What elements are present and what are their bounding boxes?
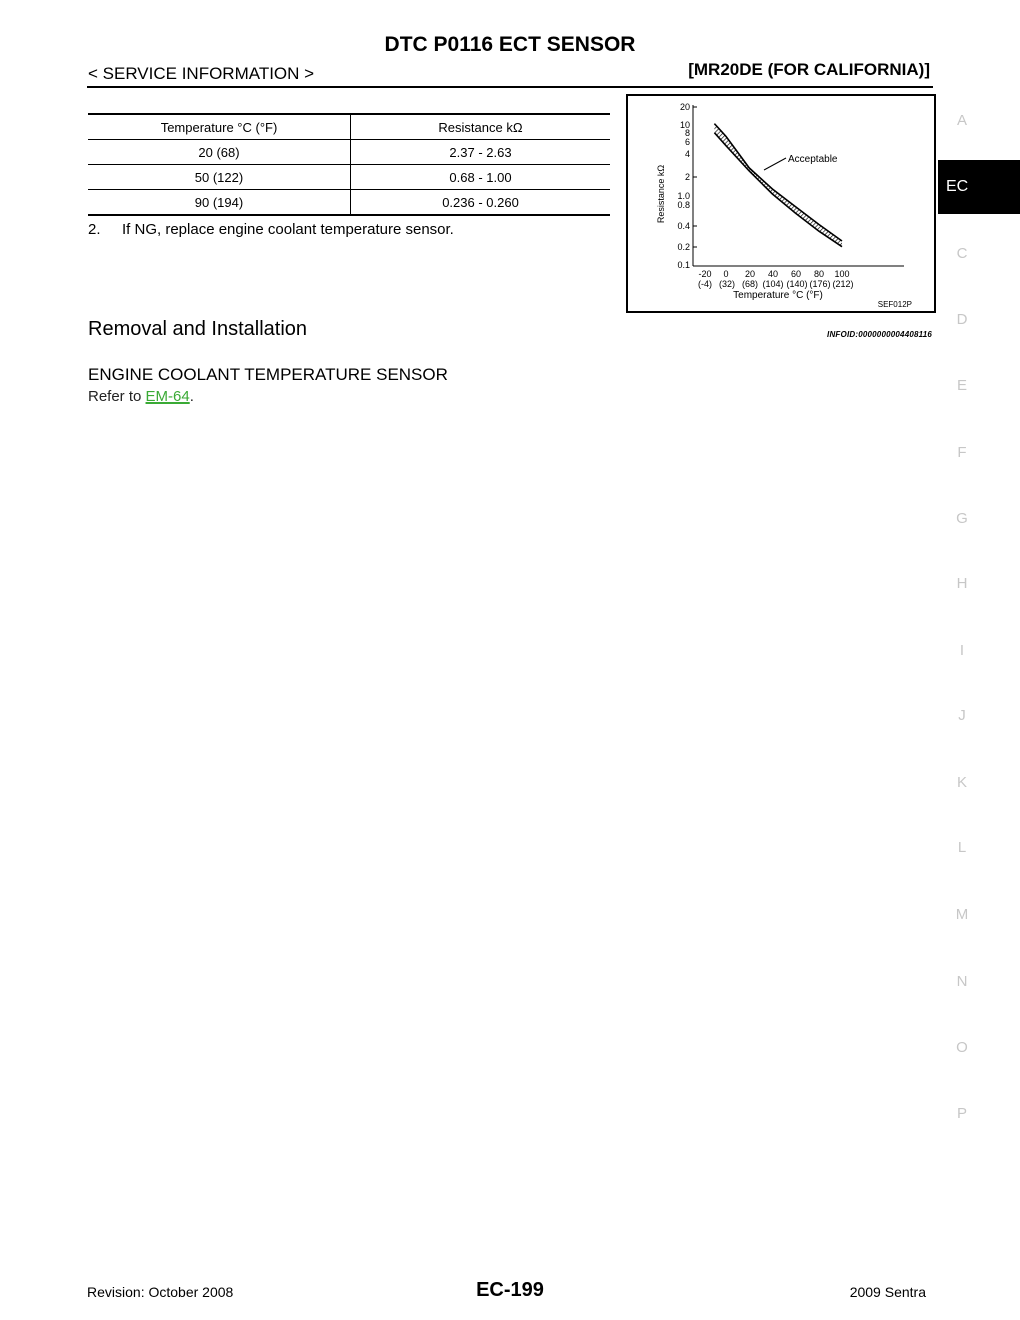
resistance-cell: 0.236 - 0.260 [442, 194, 519, 210]
page-title: DTC P0116 ECT SENSOR [384, 33, 636, 56]
x-tick-label: 0 [723, 269, 729, 279]
column-header-resistance: Resistance kΩ [351, 114, 611, 140]
reference-text: Refer to [88, 388, 146, 405]
x-axis-label: Temperature °C (°F) [733, 290, 823, 301]
subsection-heading: ENGINE COOLANT TEMPERATURE SENSOR [88, 365, 448, 384]
footer-page-number: EC-199 [476, 1279, 544, 1301]
y-tick-label: 2 [684, 172, 690, 182]
side-index-h[interactable]: H [956, 575, 968, 592]
temperature-cell: 20 (68) [88, 140, 351, 165]
y-tick-label: 8 [684, 128, 690, 138]
x-tick-label-f: (32) [718, 279, 736, 289]
x-tick-label: -20 [698, 269, 712, 279]
model-label: [MR20DE (FOR CALIFORNIA)] [688, 60, 930, 79]
side-index-ec-active[interactable] [938, 160, 1020, 214]
side-index-p[interactable]: P [956, 1105, 967, 1122]
table-row [88, 165, 610, 190]
temperature-cell: 50 (122) [88, 165, 351, 190]
em-64-link[interactable]: EM-64 [145, 388, 190, 405]
resistance-cell: 2.37 - 2.63 [351, 140, 611, 165]
footer-revision: Revision: October 2008 [87, 1284, 234, 1300]
acceptable-annotation: Acceptable [788, 154, 838, 165]
reference-line [88, 388, 194, 405]
y-tick-label: 4 [684, 149, 690, 159]
x-tick-label-f: (104) [762, 279, 784, 289]
side-index-l[interactable]: L [957, 839, 967, 856]
side-index-k[interactable]: K [956, 774, 967, 791]
x-tick-label: 60 [790, 269, 802, 279]
section-label: < SERVICE INFORMATION > [88, 64, 315, 83]
side-index-d[interactable]: D [956, 311, 968, 328]
y-tick-label: 20 [679, 102, 690, 112]
x-tick-label: 80 [813, 269, 825, 279]
resistance-cell: 0.68 - 1.00 [351, 165, 611, 190]
side-index-m[interactable]: M [955, 906, 969, 923]
side-index-c[interactable]: C [956, 245, 968, 262]
side-index-i[interactable]: I [959, 642, 965, 659]
x-tick-label: 40 [767, 269, 779, 279]
table-row [88, 190, 610, 216]
side-index-f[interactable]: F [957, 444, 967, 461]
y-axis-label: Resistance kΩ [656, 164, 666, 224]
x-tick-label-f: (68) [741, 279, 759, 289]
active-tab-label: EC [946, 178, 969, 195]
resistance-chart-figure [626, 94, 936, 313]
info-id: INFOID:0000000004408116 [827, 330, 932, 339]
x-tick-label-f: (140) [786, 279, 808, 289]
reference-tail: . [189, 388, 194, 405]
y-tick-label: 1.0 [677, 191, 690, 201]
y-tick-label: 0.1 [677, 260, 690, 270]
column-header-temperature: Temperature °C (°F) [88, 114, 351, 140]
temperature-cell: 90 (194) [88, 190, 351, 216]
side-index-j[interactable]: J [958, 707, 966, 724]
x-tick-label-f: (212) [832, 279, 854, 289]
table-row [88, 140, 610, 165]
procedure-step [88, 221, 454, 238]
resistance-spec-table [88, 113, 610, 216]
y-tick-label: 6 [684, 137, 690, 147]
x-tick-label: 100 [834, 269, 850, 279]
y-tick-label: 0.8 [677, 200, 690, 210]
side-index-o[interactable]: O [956, 1039, 968, 1056]
step-number: 2. [88, 221, 101, 238]
resistance-chart [628, 96, 934, 311]
section-heading: Removal and Installation [88, 318, 308, 340]
y-tick-label: 0.2 [677, 242, 690, 252]
y-tick-label: 0.4 [677, 221, 690, 231]
side-index-e[interactable]: E [956, 377, 967, 394]
y-tick-label: 10 [679, 120, 690, 130]
side-index-a[interactable]: A [956, 112, 967, 129]
acceptable-band-upper-edge [714, 124, 842, 241]
x-tick-label: 20 [744, 269, 756, 279]
table-header-row [88, 114, 610, 140]
x-tick-label-f: (176) [809, 279, 831, 289]
figure-code: SEF012P [877, 300, 912, 309]
side-index-n[interactable]: N [956, 973, 968, 990]
side-index-g[interactable]: G [956, 510, 968, 527]
footer-model: 2009 Sentra [849, 1284, 926, 1300]
annotation-leader-line [764, 158, 786, 170]
step-text: If NG, replace engine coolant temperature sensor. [122, 221, 454, 238]
x-tick-label-f: (-4) [698, 279, 712, 289]
header-divider [87, 86, 933, 88]
